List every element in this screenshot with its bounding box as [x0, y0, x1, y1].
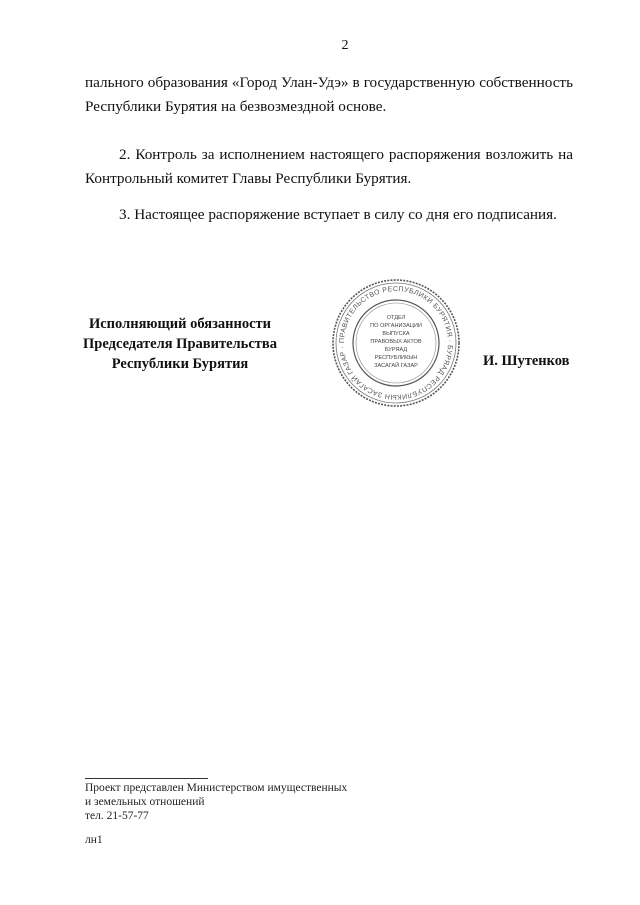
signatory-position	[60, 314, 300, 374]
document-code: лн1	[85, 834, 103, 846]
official-seal	[330, 277, 462, 409]
paragraph-item-3: 3. Настоящее распоряжение вступает в силу со дня его подписания.	[119, 206, 557, 223]
seal-line-6: РЕСПУБЛИКЫН	[374, 355, 418, 361]
seal-line-1: ОТДЕЛ	[386, 315, 406, 321]
seal-ring-text: ПРАВИТЕЛЬСТВО РЕСПУБЛИКИ БУРЯТИЯ · БУРЯАД РЕСПУБЛИКЫН ЗАСАГАЙ ГАЗАР ·	[338, 285, 454, 401]
seal-line-5: БУРЯАД	[384, 347, 408, 353]
page-number: 2	[341, 38, 349, 53]
seal-line-2: ПО ОРГАНИЗАЦИИ	[370, 323, 422, 329]
paragraph-continuation: пального образования «Город Улан-Удэ» в государственную собственность Республики Бурятия на безвозмездной основе.	[85, 74, 573, 115]
signatory-line-1: Исполняющий обязанности	[88, 316, 272, 332]
signatory-line-2: Председателя Правительства	[83, 336, 277, 352]
footnote-phone: тел. 21-57-77	[85, 810, 149, 822]
seal-line-4: ПРАВОВЫХ АКТОВ	[370, 339, 422, 345]
footnote-rule	[85, 778, 208, 779]
signer-name: И. Шутенков	[483, 353, 570, 369]
footnote-line-2: и земельных отношений	[85, 796, 205, 808]
signatory-line-3: Республики Бурятия	[111, 356, 249, 372]
seal-line-3: ВЫПУСКА	[382, 331, 410, 337]
paragraph-item-2: 2. Контроль за исполнением настоящего распоряжения возложить на Контрольный комитет Главы Республики Бурятия.	[85, 146, 573, 187]
seal-line-7: ЗАСАГАЙ ГАЗАР	[374, 363, 418, 369]
footnote-line-1: Проект представлен Министерством имущественных	[85, 782, 348, 794]
